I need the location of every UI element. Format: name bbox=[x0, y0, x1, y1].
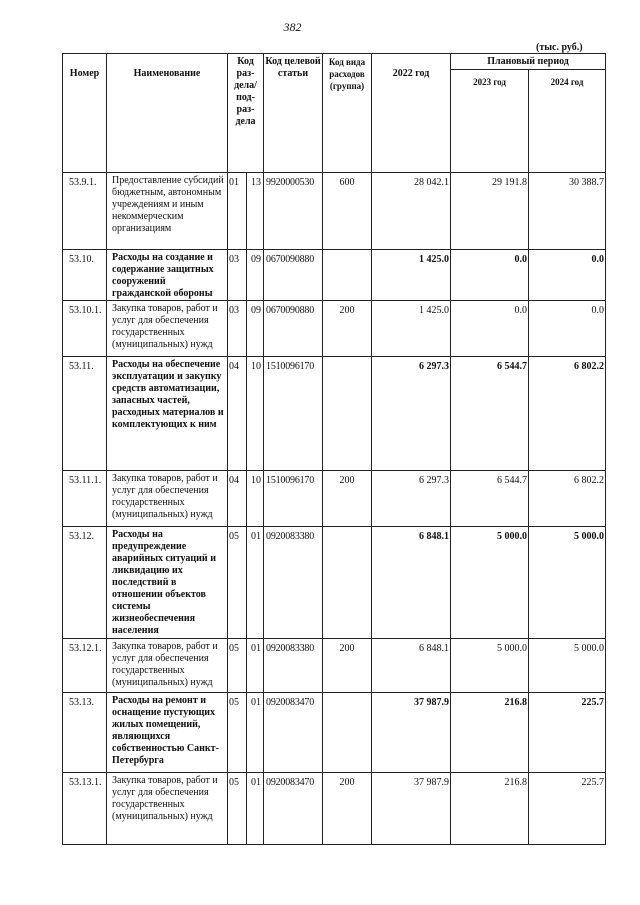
row-value-2023: 216.8 bbox=[451, 773, 529, 845]
row-subsection: 09 bbox=[247, 301, 264, 357]
row-number: 53.12. bbox=[63, 527, 107, 639]
row-value-2023: 5 000.0 bbox=[451, 527, 529, 639]
row-number: 53.11. bbox=[63, 357, 107, 471]
row-subsection: 01 bbox=[247, 639, 264, 693]
row-value-2024: 5 000.0 bbox=[529, 639, 606, 693]
row-section: 05 bbox=[228, 527, 247, 639]
header-planned-period: Плановый период bbox=[451, 54, 606, 70]
table-row bbox=[63, 639, 606, 693]
budget-table bbox=[62, 53, 606, 845]
row-value-2022: 1 425.0 bbox=[372, 250, 451, 301]
row-value-2024: 5 000.0 bbox=[529, 527, 606, 639]
header-2024: 2024 год bbox=[529, 70, 606, 173]
row-value-2022: 6 297.3 bbox=[372, 471, 451, 527]
row-value-2024: 225.7 bbox=[529, 773, 606, 845]
row-value-2023: 6 544.7 bbox=[451, 357, 529, 471]
table-row bbox=[63, 301, 606, 357]
row-value-2023: 5 000.0 bbox=[451, 639, 529, 693]
row-value-2024: 30 388.7 bbox=[529, 173, 606, 250]
row-name: Закупка товаров, работ и услуг для обеспечения государственных (муниципальных) нужд bbox=[107, 471, 228, 527]
header-2022: 2022 год bbox=[372, 54, 451, 173]
row-number: 53.10. bbox=[63, 250, 107, 301]
row-name: Предоставление субсидий бюджетным, автономным учреждениям и иным некоммерческим организациям bbox=[107, 173, 228, 250]
row-subsection: 09 bbox=[247, 250, 264, 301]
row-target-code: 1510096170 bbox=[264, 357, 323, 471]
row-value-2022: 1 425.0 bbox=[372, 301, 451, 357]
row-value-2024: 6 802.2 bbox=[529, 357, 606, 471]
row-expense-type bbox=[323, 527, 372, 639]
units-label: (тыс. руб.) bbox=[536, 42, 583, 53]
row-value-2022: 28 042.1 bbox=[372, 173, 451, 250]
table-row bbox=[63, 471, 606, 527]
row-value-2023: 29 191.8 bbox=[451, 173, 529, 250]
row-number: 53.10.1. bbox=[63, 301, 107, 357]
row-number: 53.11.1. bbox=[63, 471, 107, 527]
row-number: 53.13. bbox=[63, 693, 107, 773]
row-section: 03 bbox=[228, 250, 247, 301]
row-target-code: 0920083380 bbox=[264, 527, 323, 639]
row-value-2022: 6 848.1 bbox=[372, 639, 451, 693]
row-subsection: 01 bbox=[247, 527, 264, 639]
row-value-2024: 225.7 bbox=[529, 693, 606, 773]
row-value-2023: 0.0 bbox=[451, 250, 529, 301]
row-expense-type bbox=[323, 357, 372, 471]
row-target-code: 0920083380 bbox=[264, 639, 323, 693]
row-name: Расходы на предупреждение аварийных ситуаций и ликвидацию их последствий в отношении объектов системы жизнеобеспечения населения bbox=[107, 527, 228, 639]
row-target-code: 1510096170 bbox=[264, 471, 323, 527]
row-name: Расходы на обеспечение эксплуатации и закупку средств автоматизации, запасных частей, расходных материалов и комплектующих к ним bbox=[107, 357, 228, 471]
row-number: 53.12.1. bbox=[63, 639, 107, 693]
row-expense-type: 200 bbox=[323, 639, 372, 693]
header-target: Код целевой статьи bbox=[264, 54, 323, 173]
row-name: Расходы на ремонт и оснащение пустующих жилых помещений, являющихся собственностью Санкт-Петербурга bbox=[107, 693, 228, 773]
row-expense-type: 200 bbox=[323, 301, 372, 357]
header-expense-type: Код вида расходов (группа) bbox=[323, 54, 372, 173]
row-value-2022: 37 987.9 bbox=[372, 693, 451, 773]
row-value-2024: 6 802.2 bbox=[529, 471, 606, 527]
table-row bbox=[63, 357, 606, 471]
row-value-2022: 6 297.3 bbox=[372, 357, 451, 471]
row-expense-type: 200 bbox=[323, 773, 372, 845]
header-name: Наименование bbox=[107, 54, 228, 173]
row-value-2023: 216.8 bbox=[451, 693, 529, 773]
row-subsection: 01 bbox=[247, 693, 264, 773]
row-section: 01 bbox=[228, 173, 247, 250]
header-section: Код раз-дела/ под-раз-дела bbox=[228, 54, 264, 173]
row-value-2024: 0.0 bbox=[529, 301, 606, 357]
row-name: Закупка товаров, работ и услуг для обеспечения государственных (муниципальных) нужд bbox=[107, 301, 228, 357]
table-header bbox=[63, 54, 606, 173]
row-name: Расходы на создание и содержание защитных сооружений гражданской обороны bbox=[107, 250, 228, 301]
table-row bbox=[63, 527, 606, 639]
row-name: Закупка товаров, работ и услуг для обеспечения государственных (муниципальных) нужд bbox=[107, 773, 228, 845]
row-number: 53.13.1. bbox=[63, 773, 107, 845]
row-subsection: 13 bbox=[247, 173, 264, 250]
row-section: 04 bbox=[228, 471, 247, 527]
row-name: Закупка товаров, работ и услуг для обеспечения государственных (муниципальных) нужд bbox=[107, 639, 228, 693]
row-target-code: 0670090880 bbox=[264, 250, 323, 301]
page-number: 382 bbox=[283, 20, 302, 34]
header-number: Номер bbox=[63, 54, 107, 173]
row-value-2022: 37 987.9 bbox=[372, 773, 451, 845]
row-subsection: 01 bbox=[247, 773, 264, 845]
header-2023: 2023 год bbox=[451, 70, 529, 173]
row-value-2024: 0.0 bbox=[529, 250, 606, 301]
table-row bbox=[63, 250, 606, 301]
row-expense-type: 600 bbox=[323, 173, 372, 250]
row-section: 05 bbox=[228, 773, 247, 845]
table-row bbox=[63, 173, 606, 250]
row-expense-type: 200 bbox=[323, 471, 372, 527]
row-section: 03 bbox=[228, 301, 247, 357]
row-value-2023: 0.0 bbox=[451, 301, 529, 357]
row-target-code: 0920083470 bbox=[264, 773, 323, 845]
row-expense-type bbox=[323, 693, 372, 773]
row-value-2022: 6 848.1 bbox=[372, 527, 451, 639]
row-target-code: 0670090880 bbox=[264, 301, 323, 357]
row-section: 05 bbox=[228, 693, 247, 773]
row-section: 04 bbox=[228, 357, 247, 471]
row-target-code: 9920000530 bbox=[264, 173, 323, 250]
table-row bbox=[63, 773, 606, 845]
row-expense-type bbox=[323, 250, 372, 301]
row-subsection: 10 bbox=[247, 471, 264, 527]
row-number: 53.9.1. bbox=[63, 173, 107, 250]
row-section: 05 bbox=[228, 639, 247, 693]
row-value-2023: 6 544.7 bbox=[451, 471, 529, 527]
table-row bbox=[63, 693, 606, 773]
row-subsection: 10 bbox=[247, 357, 264, 471]
row-target-code: 0920083470 bbox=[264, 693, 323, 773]
table-body bbox=[63, 173, 606, 845]
